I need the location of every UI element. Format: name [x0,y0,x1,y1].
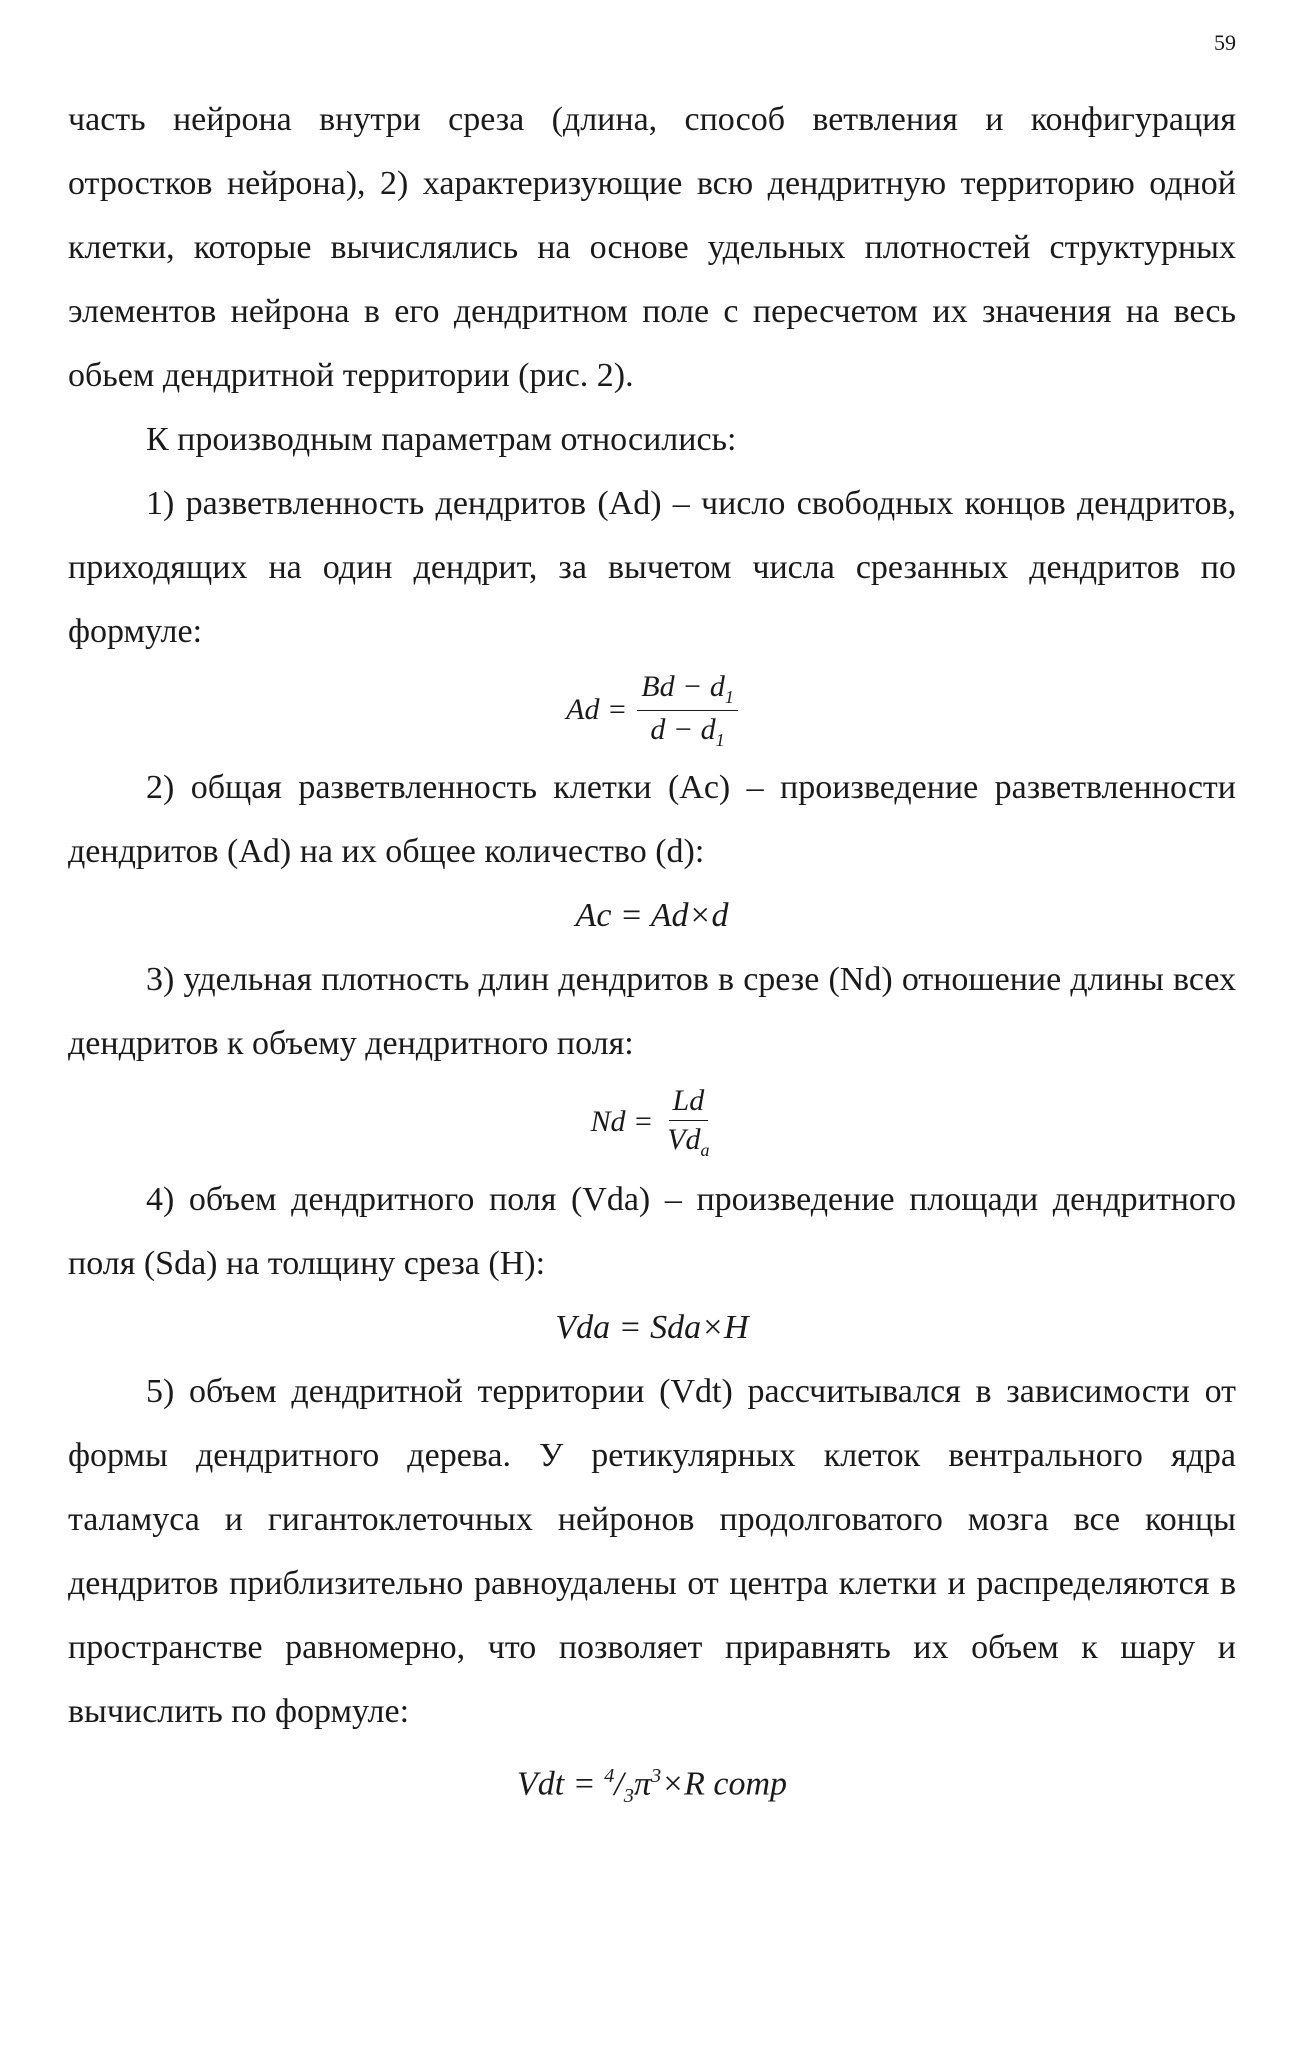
formula-ad-num-main: Bd − d [641,669,725,703]
paragraph-7: 5) объем дендритной территории (Vdt) рассчитывался в зависимости от формы дендритного дерева. У ретикулярных клеток вентрального ядра таламуса и гигантоклеточных нейронов продолговатого мозга все концы дендритов приблизительно равноудалены от центра клетки и распределяются в пространстве равномерно, что позволяет приравнять их объем к шару и вычислить по формуле: [68,1373,1236,1730]
formula-vdt-lhs: Vdt = [516,1765,605,1803]
formula-vdt-pi-sup: 3 [651,1765,662,1787]
formula-ad [68,664,1236,756]
page-number: 59 [1214,30,1236,55]
paragraph-1: часть нейрона внутри среза (длина, способ ветвления и конфигурация отростков нейрона), 2) характеризующие всю дендритную территорию одной клетки, которые вычислялись на основе удельных плотностей структурных элементов нейрона в его дендритном поле с пересчетом их значения на весь обьем дендритной территории (рис. 2). [68,101,1236,394]
formula-ad-denominator [646,711,728,749]
paragraph-3: 1) разветвленность дендритов (Ad) – число свободных концов дендритов, приходящих на один дендрит, за вычетом числа срезанных дендритов по формуле: [68,485,1236,650]
formula-nd-den-sub: a [700,1139,710,1160]
formula-ad-numerator [637,669,738,711]
formula-nd-den-main: Vd [667,1122,701,1156]
formula-vdt-pi: π [633,1765,651,1803]
formula-ac: Ac = Ad×d [575,897,729,934]
paragraph-2: К производным параметрам относились: [146,421,737,458]
formula-vdt-frac-bottom: 3 [623,1785,634,1808]
formula-ad-den-main: d − d [650,712,716,746]
formula-vda: Vda = Sda×H [555,1309,749,1346]
formula-nd-numerator: Ld [669,1086,709,1121]
formula-vdt-rest: ×R comp [661,1765,788,1803]
formula-nd [68,1076,1236,1168]
paragraph-5: 3) удельная плотность длин дендритов в срезе (Nd) отношение длины всех дендритов к объему дендритного поля: [68,961,1236,1062]
formula-nd-lhs: Nd = [590,1105,654,1138]
formula-ad-lhs: Ad = [566,693,628,726]
formula-ad-fraction [637,669,738,750]
formula-vdt [68,1744,1236,1828]
formula-nd-fraction [663,1083,713,1160]
paragraph-4: 2) общая разветвленность клетки (Ac) – произведение разветвленности дендритов (Ad) на их общее количество (d): [68,769,1236,870]
formula-vdt-frac-slash: / [614,1765,624,1803]
formula-ad-den-sub: 1 [715,729,725,750]
formula-ad-num-sub: 1 [724,686,734,707]
page-content [68,88,1236,1828]
paragraph-6: 4) объем дендритного поля (Vda) – произведение площади дендритного поля (Sda) на толщину среза (H): [68,1181,1236,1282]
formula-vdt-frac-top: 4 [604,1765,615,1787]
formula-nd-denominator [663,1121,713,1159]
